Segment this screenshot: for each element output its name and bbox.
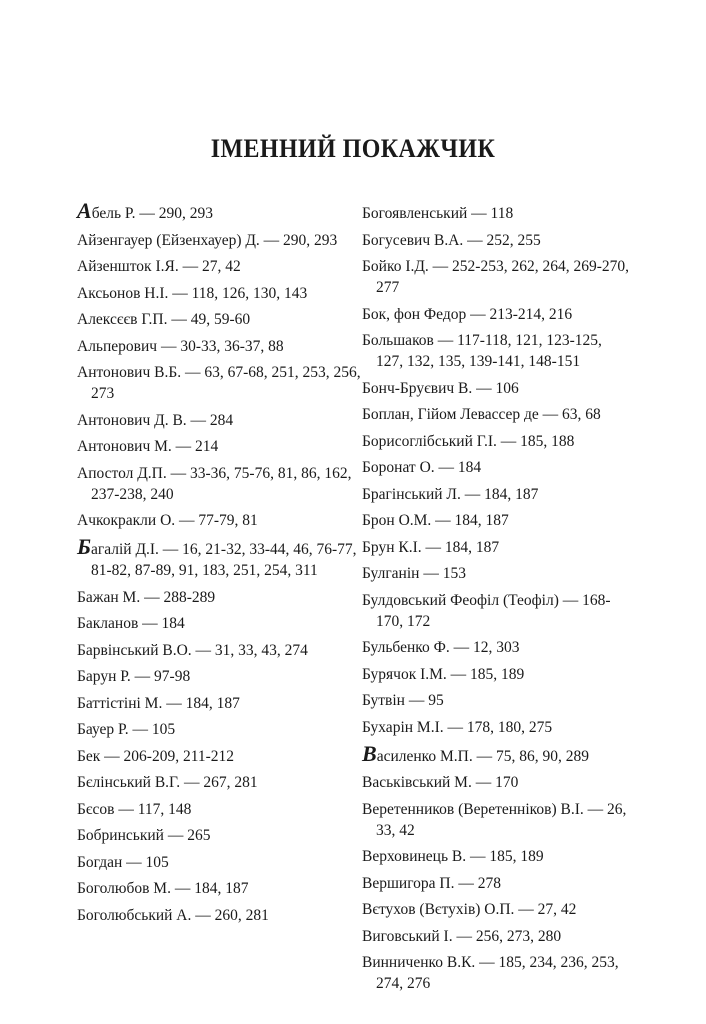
index-entry: [77, 825, 362, 846]
index-entry-text: Баттістіні М. — 184, 187: [77, 694, 240, 712]
index-entry-text: Бульбенко Ф. — 12, 303: [362, 639, 520, 656]
index-entry: [362, 952, 632, 994]
index-entry: [362, 330, 632, 372]
index-entry-text: Винниченко В.К. — 185, 234, 236, 253, 274, 276: [362, 954, 619, 992]
index-entry: [77, 587, 362, 608]
index-entry: [77, 852, 362, 873]
index-entry-text: Алексєєв Г.П. — 49, 59-60: [77, 311, 251, 328]
index-entry-text: Антонович В.Б. — 63, 67-68, 251, 253, 256, 273: [77, 364, 361, 402]
index-entry: [362, 256, 632, 298]
index-entry-text: Булдовський Феофіл (Теофіл) — 168-170, 172: [362, 591, 611, 630]
index-entry-text: бель Р. — 290, 293: [91, 205, 213, 222]
index-entry-text: Богусевич В.А. — 252, 255: [362, 231, 541, 249]
index-entry-text: Бажан М. — 288-289: [77, 588, 216, 606]
index-entry-text: асиленко М.П. — 75, 86, 90, 289: [376, 747, 589, 765]
index-entry-text: Боголюбський А. — 260, 281: [77, 906, 269, 924]
index-entry: [362, 717, 632, 738]
index-column-right: [362, 203, 632, 1000]
index-entry: [362, 799, 632, 841]
index-entry-text: Веретенников (Веретенніков) В.І. — 26, 33, 42: [362, 800, 627, 839]
index-entry-text: Виговський І. — 256, 273, 280: [362, 927, 562, 945]
index-entry-text: Брон О.М. — 184, 187: [362, 512, 509, 529]
index-entry-text: Бауер Р. — 105: [77, 721, 176, 738]
index-entry: [77, 693, 362, 714]
index-entry: [362, 846, 632, 867]
index-entry-text: Айзеншток І.Я. — 27, 42: [77, 258, 241, 275]
index-entry-text: Большаков — 117-118, 121, 123-125, 127, 132, 135, 139-141, 148-151: [362, 332, 602, 370]
index-entry: [77, 336, 362, 357]
index-entry: [77, 905, 362, 926]
index-entry-text: Бєсов — 117, 148: [77, 800, 192, 818]
index-entry-text: Булганін — 153: [362, 565, 466, 582]
index-entry: [362, 926, 632, 947]
index-entry-text: Боплан, Гійом Левассер де — 63, 68: [362, 406, 601, 423]
index-entry-text: Ачкокракли О. — 77-79, 81: [77, 512, 258, 529]
index-entry: [362, 664, 632, 685]
index-entry: [77, 309, 362, 330]
index-entry: [77, 362, 362, 404]
index-entry-text: Бек — 206-209, 211-212: [77, 747, 235, 765]
section-initial-letter: Б: [77, 534, 91, 559]
index-entry: [77, 283, 362, 304]
index-entry-text: Вєтухов (Вєтухів) О.П. — 27, 42: [362, 901, 577, 918]
index-entry: [362, 203, 632, 224]
index-entry: [362, 740, 632, 767]
index-entry: [77, 230, 362, 251]
index-column-left: [77, 198, 362, 931]
index-entry: [77, 256, 362, 277]
index-entry-text: Борисоглібський Г.І. — 185, 188: [362, 432, 575, 450]
index-entry-text: Бойко І.Д. — 252-253, 262, 264, 269-270, 277: [362, 258, 629, 296]
page-title: ІМЕННИЙ ПОКАЖЧИК: [210, 134, 496, 163]
index-entry-text: Бурячок І.М. — 185, 189: [362, 665, 525, 683]
index-entry-text: Брагінський Л. — 184, 187: [362, 485, 539, 503]
index-entry: [77, 799, 362, 820]
index-entry: [77, 613, 362, 634]
index-entry: [77, 410, 362, 431]
index-entry-text: Барун Р. — 97-98: [77, 668, 191, 685]
index-entry-text: Бакланов — 184: [77, 615, 185, 632]
index-entry: [362, 590, 632, 632]
index-entry: [362, 637, 632, 658]
index-entry: [362, 772, 632, 793]
index-entry-text: Боронат О. — 184: [362, 459, 482, 476]
index-entry: [362, 431, 632, 452]
index-entry: [77, 772, 362, 793]
index-entry: [362, 510, 632, 531]
index-entry: [362, 873, 632, 894]
index-entry-text: Апостол Д.П. — 33-36, 75-76, 81, 86, 162, 237-238, 240: [77, 464, 352, 503]
index-entry-text: Брун К.І. — 184, 187: [362, 538, 500, 556]
index-entry-text: Бутвін — 95: [362, 692, 444, 709]
index-entry-text: Альперович — 30-33, 36-37, 88: [77, 337, 284, 355]
index-entry: [362, 899, 632, 920]
section-initial-letter: В: [362, 740, 377, 766]
index-entry-text: Боголюбов М. — 184, 187: [77, 880, 249, 897]
index-entry: [362, 230, 632, 251]
index-entry-text: Васьківський М. — 170: [362, 774, 519, 791]
index-entry-text: Антонович М. — 214: [77, 438, 219, 455]
index-entry-text: Верховинець В. — 185, 189: [362, 848, 544, 865]
index-entry: [362, 378, 632, 399]
index-entry-text: Бєлінський В.Г. — 267, 281: [77, 774, 258, 791]
index-entry: [77, 640, 362, 661]
index-entry-text: Бухарін М.І. — 178, 180, 275: [362, 718, 553, 736]
index-entry: [77, 436, 362, 457]
index-entry-text: Богоявленський — 118: [362, 205, 514, 222]
index-entry-text: Бок, фон Федор — 213-214, 216: [362, 305, 573, 323]
index-entry-text: Аксьонов Н.І. — 118, 126, 130, 143: [77, 284, 308, 302]
index-entry: [362, 563, 632, 584]
index-entry: [362, 404, 632, 425]
index-entry: [362, 457, 632, 478]
index-entry: [362, 690, 632, 711]
index-entry: [362, 537, 632, 558]
index-entry: [77, 198, 362, 224]
index-entry-text: Бонч-Бруєвич В. — 106: [362, 379, 519, 397]
index-entry: [77, 463, 362, 505]
index-entry-text: Вершигора П. — 278: [362, 874, 501, 892]
index-entry: [77, 746, 362, 767]
index-entry: [77, 666, 362, 687]
index-entry-text: агалій Д.І. — 16, 21-32, 33-44, 46, 76-77, 81-82, 87-89, 91, 183, 251, 254, 311: [90, 541, 357, 579]
index-entry-text: Айзенгауер (Ейзенхауер) Д. — 290, 293: [77, 231, 338, 249]
index-entry: [362, 484, 632, 505]
section-initial-letter: А: [77, 198, 92, 223]
index-entry-text: Барвінський В.О. — 31, 33, 43, 274: [77, 641, 308, 659]
index-entry: [77, 719, 362, 740]
index-entry-text: Богдан — 105: [77, 853, 169, 871]
index-entry: [77, 534, 362, 581]
index-entry: [77, 510, 362, 531]
index-entry: [77, 878, 362, 899]
index-entry: [362, 304, 632, 325]
index-entry-text: Антонович Д. В. — 284: [77, 411, 234, 429]
index-entry-text: Бобринський — 265: [77, 827, 211, 844]
